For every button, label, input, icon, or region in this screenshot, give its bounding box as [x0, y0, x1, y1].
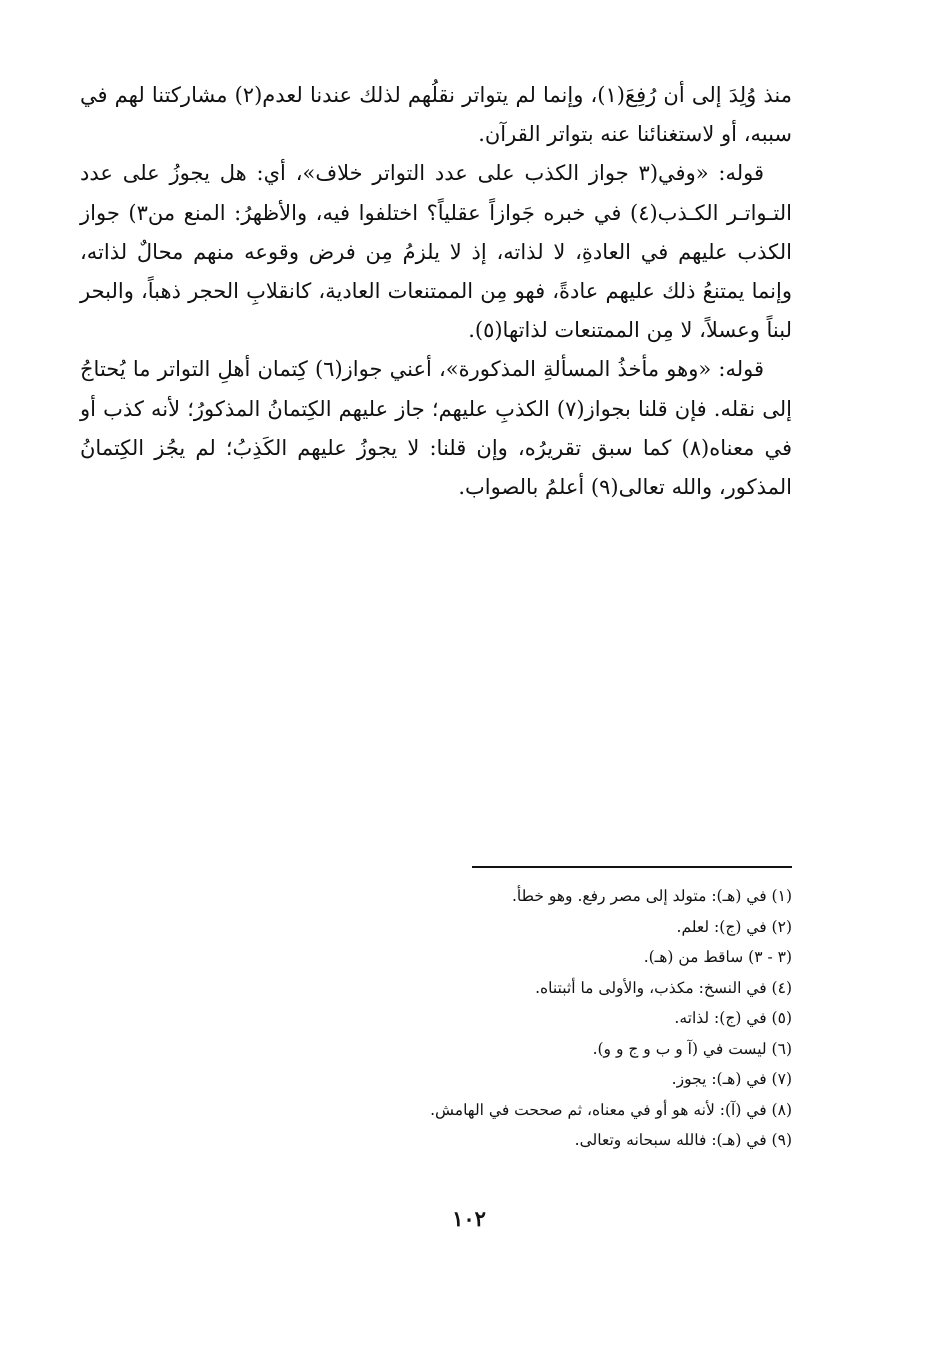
- footnote-5: (٥) في (ج): لذاته.: [674, 1009, 792, 1027]
- footnote-8: (٨) في (آ): لأنه هو أو في معناه، ثم صححت في الهامش.: [430, 1100, 792, 1119]
- footnote-4: (٤) في النسخ: مكذب، والأولى ما أثبتناه.: [535, 978, 792, 997]
- footnote-7: (٧) في (هـ): يجوز.: [671, 1070, 792, 1088]
- footnote-3: (٣ - ٣) ساقط من (هـ).: [643, 948, 792, 966]
- paragraph-2: قوله: «وفي(٣ جواز الكذب على عدد التواتر خلاف»، أي: هل يجوزُ على عدد التـواتـر الكـذب(٤) في خبره جَوازاً عقلياً؟ اختلفوا فيه، والأظهرُ: المنع من٣) جواز الكذب عليهم في العادةِ، لا لذاته، إذ لا يلزمُ مِن فرض وقوعه منهم محالٌ لذاته، وإنما يمتنعُ ذلك عليهم عادةً، فهو مِن الممتنعات العادية، كانقلابِ الحجر ذهباً، والبحر لبناً وعسلاً، لا مِن الممتنعات لذاتها(٥).: [80, 161, 792, 343]
- paragraph-1: منذ وُلِدَ إلى أن رُفِعَ(١)، وإنما لم يتواتر نقلُهم لذلك عندنا لعدم(٢) مشاركتنا لهم في سببه، أو لاستغنائنا عنه بتواتر القرآن.: [80, 83, 792, 147]
- footnotes: [232, 881, 792, 1156]
- footnote-2: (٢) في (ج): لعلم.: [676, 917, 792, 936]
- footnote-9: (٩) في (هـ): فالله سبحانه وتعالى.: [574, 1131, 792, 1149]
- page-number: ١٠٢: [452, 1206, 486, 1231]
- footnote-6: (٦) ليست في (آ و ب و ج و و).: [592, 1039, 792, 1058]
- footnote-divider: [472, 866, 792, 868]
- footnote-1: (١) في (هـ): متولد إلى مصر رفع. وهو خطأ.: [512, 887, 792, 905]
- paragraph-3: قوله: «وهو مأخذُ المسألةِ المذكورة»، أعني جواز(٦) كِتمان أهلِ التواتر ما يُحتاجُ إلى نقله. فإن قلنا بجواز(٧) الكذبِ عليهم؛ جاز عليهم الكِتمانُ المذكورُ؛ لأنه كذب أو في معناه(٨) كما سبق تقريرُه، وإن قلنا: لا يجوزُ عليهم الكَذِبُ؛ لم يجُز الكِتمانُ المذكور، والله تعالى(٩) أعلمُ بالصواب.: [80, 357, 793, 500]
- main-text: [80, 76, 792, 507]
